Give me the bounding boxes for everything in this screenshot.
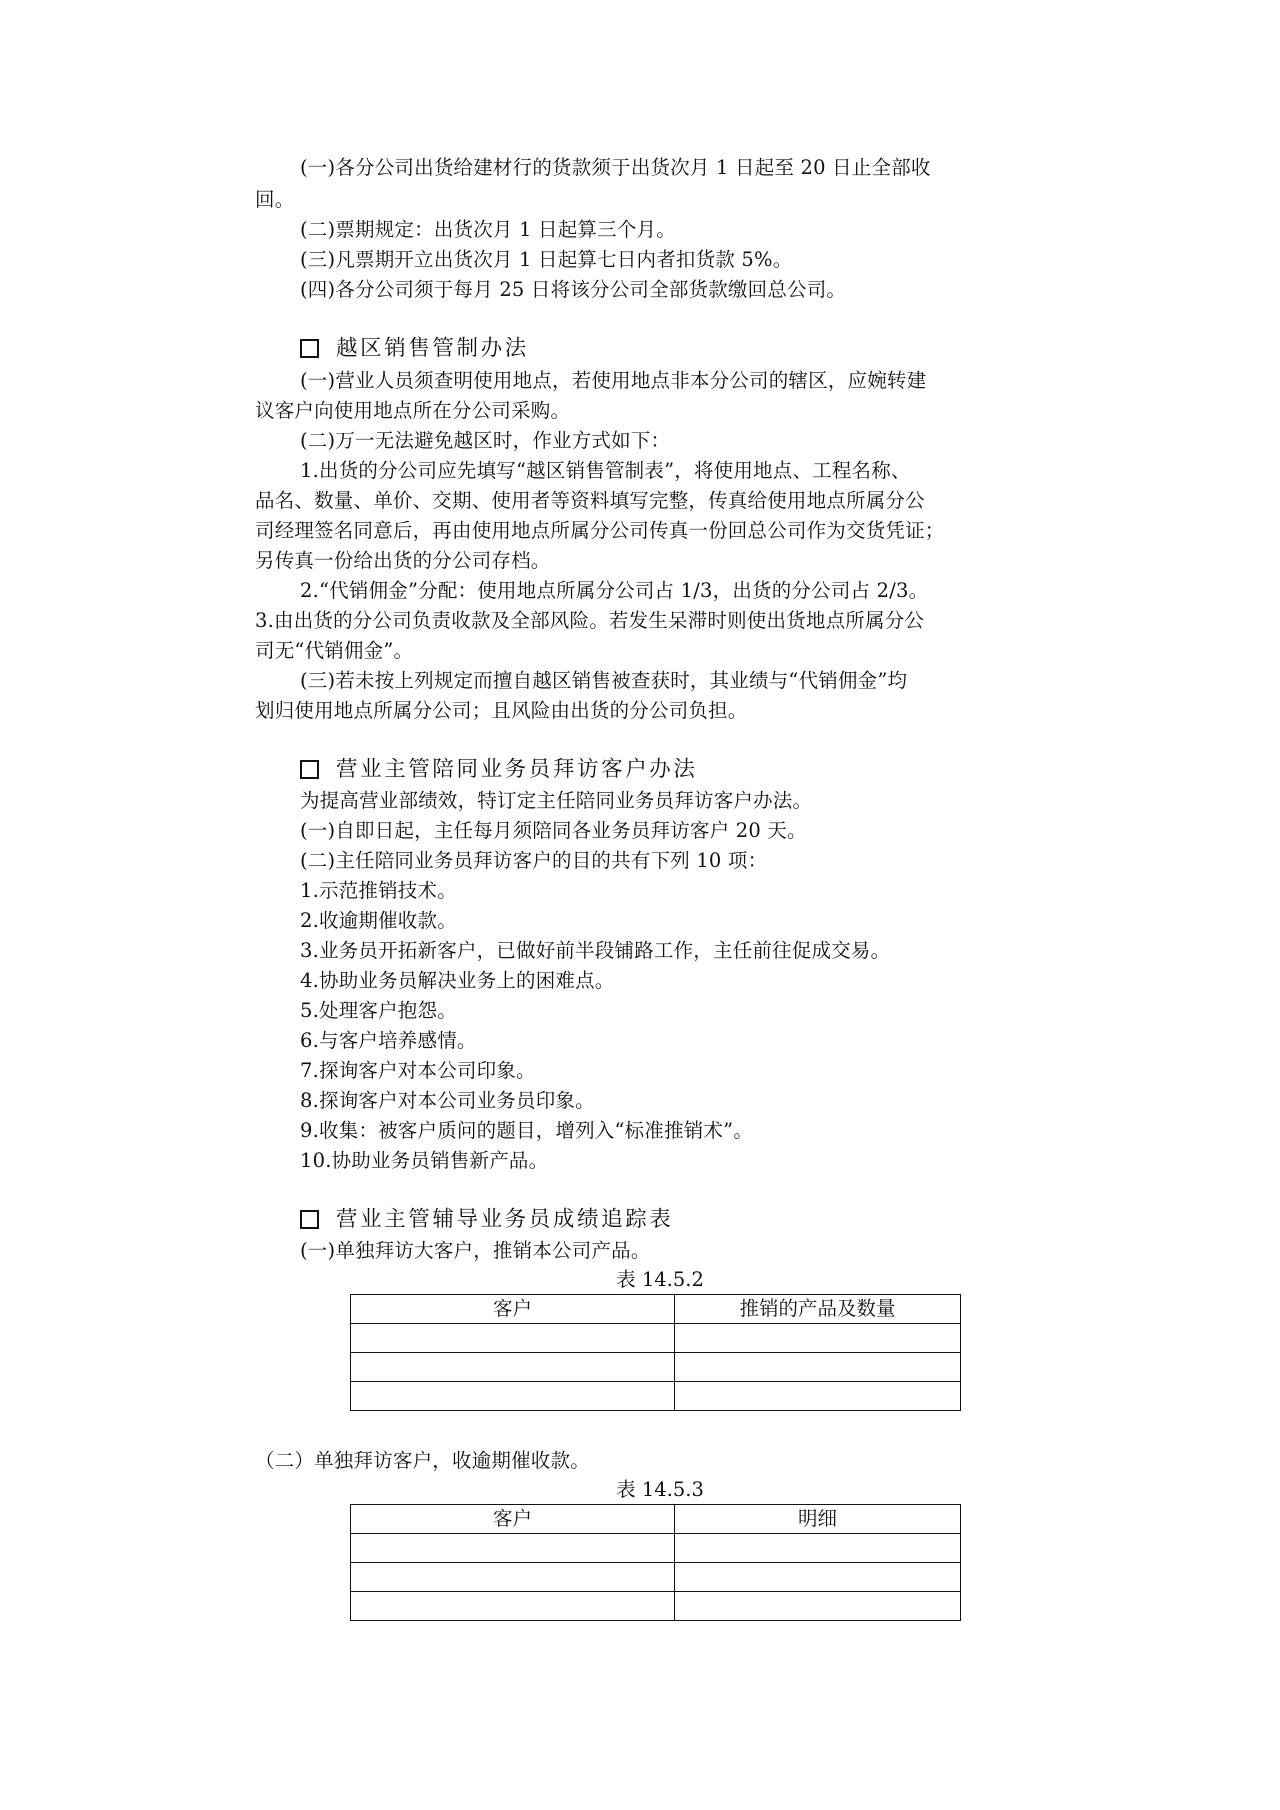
cross-region-line-10: 司无“代销佣金”。 <box>255 639 414 662</box>
table-row <box>351 1353 961 1382</box>
cross-region-line-12: 划归使用地点所属分公司；且风险由出货的分公司负担。 <box>255 699 748 722</box>
visit-line-3: (二)主任陪同业务员拜访客户的目的共有下列 10 项： <box>300 849 768 872</box>
cross-region-line-7: 另传真一份给出货的分公司存档。 <box>255 549 551 572</box>
table1-caption: 表 14.5.2 <box>616 1268 704 1291</box>
cross-region-heading <box>300 333 529 365</box>
tracking-intro-2: （二）单独拜访客户，收逾期催收款。 <box>255 1449 590 1472</box>
checkbox-icon <box>300 1210 319 1229</box>
table-row <box>351 1324 961 1353</box>
table2-header-customer: 客户 <box>351 1505 675 1534</box>
cross-region-heading-text: 越区销售管制办法 <box>336 336 529 361</box>
table-cell <box>675 1592 961 1621</box>
visit-line-13: 10.协助业务员销售新产品。 <box>300 1149 549 1172</box>
table-cell <box>675 1353 961 1382</box>
table-header-row <box>351 1505 961 1534</box>
checkbox-icon <box>300 760 319 779</box>
table2-header-details: 明细 <box>675 1505 961 1534</box>
tracking-intro-1: (一)单独拜访大客户，推销本公司产品。 <box>300 1239 651 1262</box>
visit-line-1: 为提高营业部绩效，特订定主任陪同业务员拜访客户办法。 <box>300 789 813 812</box>
table-row <box>351 1563 961 1592</box>
table-cell <box>351 1324 675 1353</box>
cross-region-line-6: 司经理签名同意后，再由使用地点所属分公司传真一份回总公司作为交货凭证； <box>255 519 945 542</box>
table-row <box>351 1534 961 1563</box>
tracking-heading-text: 营业主管辅导业务员成绩追踪表 <box>336 1207 674 1232</box>
checkbox-icon <box>300 339 319 358</box>
table1-header-customer: 客户 <box>351 1295 675 1324</box>
cross-region-line-9: 3.由出货的分公司负责收款及全部风险。若发生呆滞时则使出货地点所属分公 <box>255 609 925 632</box>
table-row <box>351 1592 961 1621</box>
table1-header-products: 推销的产品及数量 <box>675 1295 961 1324</box>
cross-region-line-4: 1.出货的分公司应先填写“越区销售管制表”，将使用地点、工程名称、 <box>300 459 911 482</box>
table-cell <box>351 1382 675 1411</box>
tracking-heading <box>300 1204 673 1236</box>
visit-line-2: (一)自即日起，主任每月须陪同各业务员拜访客户 20 天。 <box>300 819 807 842</box>
visit-line-4: 1.示范推销技术。 <box>300 879 457 902</box>
cross-region-line-8: 2.“代销佣金”分配：使用地点所属分公司占 1/3，出货的分公司占 2/3。 <box>300 579 929 602</box>
visit-line-12: 9.收集：被客户质问的题目，增列入“标准推销术”。 <box>300 1119 754 1142</box>
table1 <box>350 1294 961 1411</box>
table-cell <box>675 1563 961 1592</box>
visit-line-6: 3.业务员开拓新客户，已做好前半段铺路工作，主任前往促成交易。 <box>300 939 891 962</box>
payment-line-1: (一)各分公司出货给建材行的货款须于出货次月 1 日起至 20 日止全部收 <box>300 156 931 179</box>
cross-region-line-1: (一)营业人员须查明使用地点，若使用地点非本分公司的辖区，应婉转建 <box>300 369 927 392</box>
visit-heading-text: 营业主管陪同业务员拜访客户办法 <box>336 757 698 782</box>
table-row <box>351 1382 961 1411</box>
table-cell <box>675 1324 961 1353</box>
cross-region-line-3: (二)万一无法避免越区时，作业方式如下： <box>300 429 671 452</box>
visit-line-10: 7.探询客户对本公司印象。 <box>300 1059 536 1082</box>
visit-line-9: 6.与客户培养感情。 <box>300 1029 477 1052</box>
visit-heading <box>300 754 698 786</box>
visit-line-5: 2.收逾期催收款。 <box>300 909 457 932</box>
table-cell <box>351 1563 675 1592</box>
cross-region-line-11: (三)若未按上列规定而擅自越区销售被查获时，其业绩与“代销佣金”均 <box>300 669 908 692</box>
visit-line-8: 5.处理客户抱怨。 <box>300 999 457 1022</box>
payment-line-4: (三)凡票期开立出货次月 1 日起算七日内者扣货款 5%。 <box>300 248 793 271</box>
table-cell <box>351 1534 675 1563</box>
visit-line-11: 8.探询客户对本公司业务员印象。 <box>300 1089 595 1112</box>
table-cell <box>351 1592 675 1621</box>
payment-line-3: (二)票期规定：出货次月 1 日起算三个月。 <box>300 218 676 241</box>
table-cell <box>675 1534 961 1563</box>
table-cell <box>675 1382 961 1411</box>
payment-line-2: 回。 <box>255 188 295 211</box>
table2-caption: 表 14.5.3 <box>616 1478 704 1501</box>
cross-region-line-5: 品名、数量、单价、交期、使用者等资料填写完整，传真给使用地点所属分公 <box>255 489 925 512</box>
table-header-row <box>351 1295 961 1324</box>
payment-line-5: (四)各分公司须于每月 25 日将该分公司全部货款缴回总公司。 <box>300 278 847 301</box>
table-cell <box>351 1353 675 1382</box>
visit-line-7: 4.协助业务员解决业务上的困难点。 <box>300 969 615 992</box>
table2 <box>350 1504 961 1621</box>
cross-region-line-2: 议客户向使用地点所在分公司采购。 <box>255 399 571 422</box>
